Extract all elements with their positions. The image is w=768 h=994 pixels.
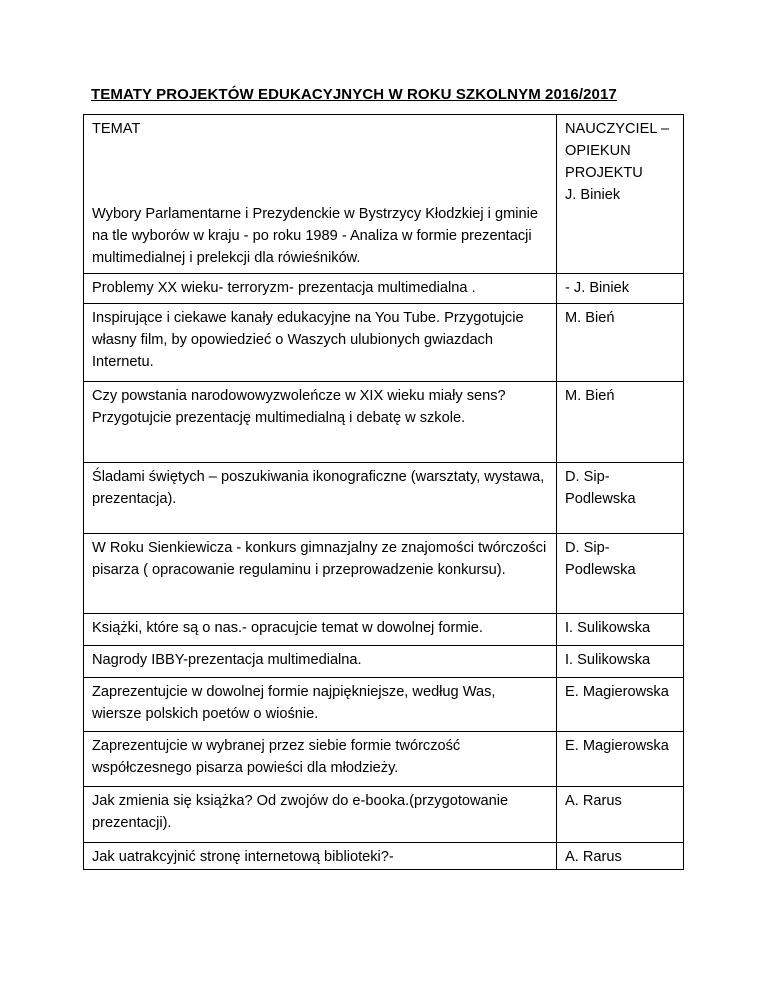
topic-cell: Jak zmienia się książka? Od zwojów do e-booka.(przygotowanie prezentacji). <box>84 787 557 843</box>
topic-cell: Czy powstania narodowowyzwoleńcze w XIX wieku miały sens? Przygotujcie prezentację multimedialną i debatę w szkole. <box>84 382 557 463</box>
topic-column-header: TEMAT <box>92 121 141 137</box>
table-row <box>84 304 684 382</box>
topic-cell: Jak uatrakcyjnić stronę internetową biblioteki?- <box>84 843 557 870</box>
table-row <box>84 382 684 463</box>
teacher-cell: I. Sulikowska <box>557 614 684 646</box>
topic-cell: Nagrody IBBY-prezentacja multimedialna. <box>84 646 557 678</box>
teacher-header-cell <box>557 115 684 274</box>
table-row <box>84 534 684 614</box>
table-row <box>84 646 684 678</box>
topic-cell: Zaprezentujcie w dowolnej formie najpiękniejsze, według Was, wiersze polskich poetów o wiośnie. <box>84 678 557 732</box>
table-row <box>84 463 684 534</box>
table-row <box>84 787 684 843</box>
teacher-cell: M. Bień <box>557 304 684 382</box>
table-row <box>84 843 684 870</box>
page-title: TEMATY PROJEKTÓW EDUKACYJNYCH W ROKU SZKOLNYM 2016/2017 <box>91 86 617 103</box>
projects-table <box>83 114 684 870</box>
topic-cell: Wybory Parlamentarne i Prezydenckie w Bystrzycy Kłodzkiej i gminie na tle wyborów w kraju - po roku 1989 - Analiza w formie prezentacji multimedialnej i prelekcji dla rówieśników. <box>92 206 538 266</box>
teacher-cell: J. Biniek <box>565 187 621 203</box>
topic-header-cell <box>84 115 557 274</box>
teacher-cell: E. Magierowska <box>557 678 684 732</box>
teacher-cell: M. Bień <box>557 382 684 463</box>
table-row <box>84 115 684 274</box>
teacher-cell: D. Sip-Podlewska <box>557 463 684 534</box>
table-row <box>84 678 684 732</box>
teacher-cell: - J. Biniek <box>557 274 684 304</box>
teacher-cell: D. Sip-Podlewska <box>557 534 684 614</box>
teacher-cell: A. Rarus <box>557 843 684 870</box>
topic-cell: Problemy XX wieku- terroryzm- prezentacja multimedialna . <box>84 274 557 304</box>
teacher-column-header: NAUCZYCIEL – OPIEKUN PROJEKTU <box>565 121 670 181</box>
table-row <box>84 274 684 304</box>
table-row <box>84 614 684 646</box>
topic-cell: Śladami świętych – poszukiwania ikonograficzne (warsztaty, wystawa, prezentacja). <box>84 463 557 534</box>
topic-cell: Zaprezentujcie w wybranej przez siebie formie twórczość współczesnego pisarza powieści dla młodzieży. <box>84 732 557 787</box>
teacher-cell: E. Magierowska <box>557 732 684 787</box>
topic-cell: Książki, które są o nas.- opracujcie temat w dowolnej formie. <box>84 614 557 646</box>
table-row <box>84 732 684 787</box>
teacher-cell: I. Sulikowska <box>557 646 684 678</box>
topic-cell: W Roku Sienkiewicza - konkurs gimnazjalny ze znajomości twórczości pisarza ( opracowanie regulaminu i przeprowadzenie konkursu). <box>84 534 557 614</box>
topic-cell: Inspirujące i ciekawe kanały edukacyjne na You Tube. Przygotujcie własny film, by opowiedzieć o Waszych ulubionych gwiazdach Internetu. <box>84 304 557 382</box>
teacher-cell: A. Rarus <box>557 787 684 843</box>
